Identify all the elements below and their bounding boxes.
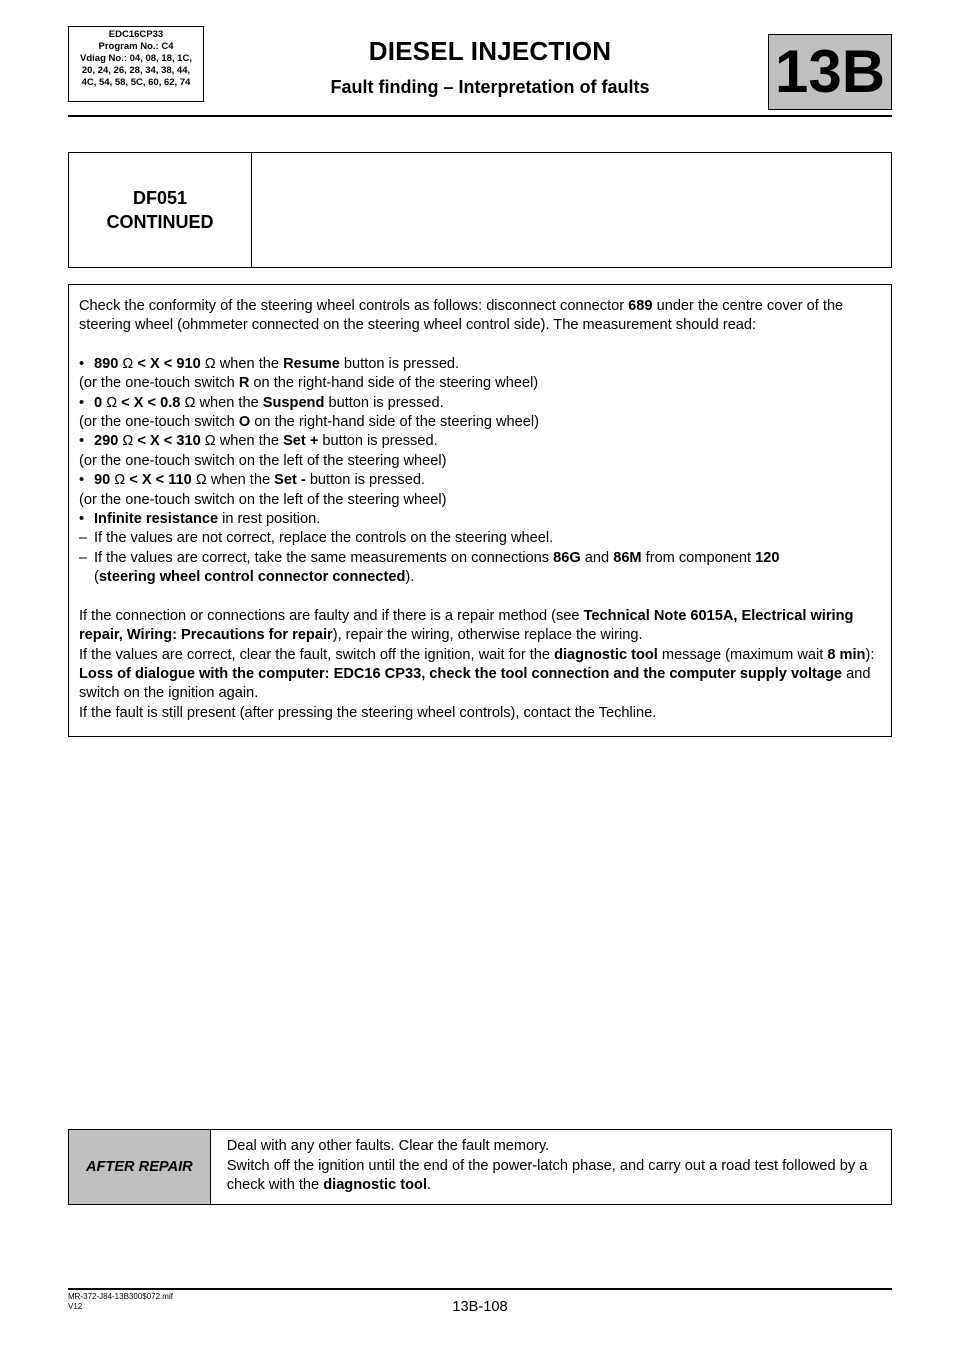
ecu-line: Program No.: C4: [98, 41, 174, 52]
measurement-item: • 290 Ω < X < 310 Ω when the Set + button is pressed.: [79, 433, 438, 450]
dash-item: – If the values are correct, take the same measurements on connections 86G and 86M from component 120 (steering wheel control connector connected).: [79, 549, 780, 586]
measurement-item: • 0 Ω < X < 0.8 Ω when the Suspend button is pressed.: [79, 394, 444, 411]
ecu-info-box: [68, 26, 204, 102]
dash-item: – If the values are not correct, replace the controls on the steering wheel.: [79, 530, 554, 547]
page-title: DIESEL INJECTION: [368, 36, 612, 66]
measurement-note: (or the one-touch switch on the left of the steering wheel): [79, 452, 447, 469]
measurement-note: (or the one-touch switch R on the right-hand side of the steering wheel): [79, 375, 539, 392]
fault-header-box: [68, 152, 892, 268]
ecu-line: EDC16CP33: [108, 29, 164, 40]
ecu-line: 4C, 54, 58, 5C, 60, 62, 74: [81, 77, 191, 88]
page-subtitle: Fault finding – Interpretation of faults: [330, 77, 650, 97]
clear-fault-paragraph: If the values are correct, clear the fault, switch off the ignition, wait for the diagnostic tool message (maximum wait 8 min): Loss of dialogue with the computer: EDC16 CP33, check the tool connection and the computer supply voltage and switch on the ignition again.: [79, 646, 875, 702]
after-repair-text: [211, 1130, 891, 1204]
fault-code: DF051: [132, 188, 188, 208]
measurement-note: (or the one-touch switch on the left of the steering wheel): [79, 491, 447, 508]
measurement-item: • 90 Ω < X < 110 Ω when the Set - button is pressed.: [79, 472, 426, 489]
footer-divider: [68, 1288, 892, 1290]
fault-id-cell: [69, 153, 252, 267]
measurement-item: • 890 Ω < X < 910 Ω when the Resume button is pressed.: [79, 355, 460, 372]
repair-paragraph: If the connection or connections are faulty and if there is a repair method (see Technical Note 6015A, Electrical wiring repair, Wiring: Precautions for repair), repair the wiring, otherwise replace the wiring.: [79, 607, 854, 644]
ecu-line: Vdiag No.: 04, 08, 18, 1C,: [80, 53, 192, 64]
after-repair-label: AFTER REPAIR: [69, 1130, 211, 1204]
measurement-item: • Infinite resistance in rest position.: [79, 511, 321, 528]
version-label: V12: [68, 1302, 83, 1311]
after-repair-line: Switch off the ignition until the end of the power-latch phase, and carry out a road test followed by a check with the diagnostic tool.: [226, 1157, 868, 1194]
header-divider: [68, 115, 892, 117]
ecu-line: 20, 24, 26, 28, 34, 38, 44,: [81, 65, 191, 76]
techline-paragraph: If the fault is still present (after pressing the steering wheel controls), contact the Techline.: [79, 704, 657, 721]
page-number: 13B-108: [452, 1299, 508, 1315]
instructions-box: [68, 284, 892, 737]
after-repair-line: Deal with any other faults. Clear the fault memory.: [226, 1138, 550, 1154]
fault-status: CONTINUED: [106, 212, 214, 232]
measurement-note: (or the one-touch switch O on the right-hand side of the steering wheel): [79, 414, 539, 431]
file-reference: MR-372-J84-13B300$072.mif: [68, 1292, 173, 1301]
after-repair-box: [68, 1129, 892, 1205]
intro-paragraph: Check the conformity of the steering wheel controls as follows: disconnect connector 689 under the centre cover of the steering wheel (ohmmeter connected on the steering wheel control side). The measurement should read:: [79, 298, 844, 334]
section-code-badge: 13B: [768, 34, 892, 110]
